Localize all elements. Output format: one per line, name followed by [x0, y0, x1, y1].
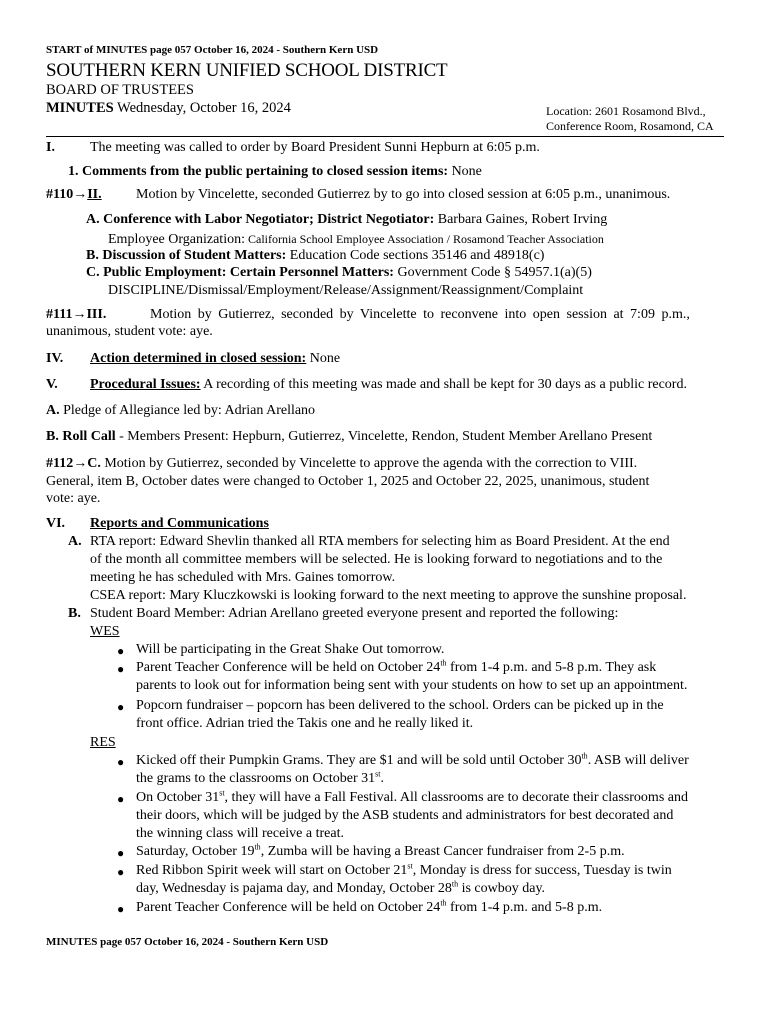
- section-3-number: #111→III.: [46, 307, 107, 322]
- location-line-1: Location: 2601 Rosamond Blvd.,: [546, 104, 706, 118]
- section-6-item-b-number: B.: [68, 606, 81, 621]
- footer-line: MINUTES page 057 October 16, 2024 - Southern Kern USD: [46, 936, 329, 948]
- res-item-2-line-1: On October 31st, they will have a Fall Festival. All classrooms are to decorate their classrooms and: [136, 788, 688, 805]
- res-item-1-line-1: Kicked off their Pumpkin Grams. They are $1 and will be sold until October 30th. ASB will deliver: [136, 751, 689, 768]
- section-3-line-1: Motion by Gutierrez, seconded by Vincelette to reconvene into open session at 7:09 p.m.,: [150, 307, 690, 322]
- top-header-line: START of MINUTES page 057 October 16, 2024 - Southern Kern USD: [46, 44, 379, 56]
- district-title: SOUTHERN KERN UNIFIED SCHOOL DISTRICT: [46, 60, 448, 81]
- rta-report-line-2: of the month all committee members will be selected. He is looking forward to negotiations and to the: [90, 552, 663, 567]
- public-comments-label: Comments from the public pertaining to closed session items:: [82, 164, 449, 179]
- minutes-label: MINUTES: [46, 100, 114, 116]
- student-board-member-line: Student Board Member: Adrian Arellano greeted everyone present and reported the following:: [90, 606, 619, 621]
- section-4-text: Action determined in closed session: None: [90, 351, 341, 366]
- section-6-item-a-number: A.: [68, 534, 82, 549]
- wes-heading: WES: [90, 624, 120, 639]
- minutes-date: Wednesday, October 16, 2024: [113, 100, 291, 116]
- section-3-line-2: unanimous, student vote: aye.: [46, 324, 213, 339]
- wes-item-3-line-1: Popcorn fundraiser – popcorn has been delivered to the school. Orders can be picked up in the: [136, 698, 664, 713]
- res-item-2-line-2: their doors, which will be judged by the ASB students and administrators for best decorated and: [136, 808, 674, 823]
- bullet-icon: ●: [117, 792, 125, 806]
- bullet-icon: ●: [117, 902, 125, 916]
- wes-item-2-line-2: parents to look out for information being sent with your students on how to set up an appointment.: [136, 678, 688, 693]
- section-5-item-c-line-2: General, item B, October dates were changed to October 1, 2025 and October 22, 2025, unanimous, student: [46, 474, 650, 489]
- section-2-item-b: B. Discussion of Student Matters: Education Code sections 35146 and 48918(c): [86, 248, 545, 263]
- bullet-icon: ●: [117, 846, 125, 860]
- bullet-icon: ●: [117, 662, 125, 676]
- wes-item-1: Will be participating in the Great Shake Out tomorrow.: [136, 642, 445, 657]
- section-5-item-b: B. Roll Call - Members Present: Hepburn, Gutierrez, Vincelette, Rendon, Student Member Arellano Present: [46, 429, 653, 444]
- res-item-3: Saturday, October 19th, Zumba will be having a Breast Cancer fundraiser from 2-5 p.m.: [136, 842, 625, 859]
- section-5-item-c-line-3: vote: aye.: [46, 491, 101, 506]
- section-1-text: The meeting was called to order by Board President Sunni Hepburn at 6:05 p.m.: [90, 140, 540, 155]
- res-item-2-line-3: the winning class will receive a treat.: [136, 826, 344, 841]
- bullet-icon: ●: [117, 700, 125, 714]
- section-6-heading: Reports and Communications: [90, 516, 269, 531]
- section-5-number: V.: [46, 377, 58, 392]
- res-item-4-line-1: Red Ribbon Spirit week will start on October 21st, Monday is dress for success, Tuesday is twin: [136, 861, 672, 878]
- section-2-item-c: C. Public Employment: Certain Personnel Matters: Government Code § 54957.1(a)(5): [86, 265, 592, 280]
- res-item-4-line-2: day, Wednesday is pajama day, and Monday, October 28th is cowboy day.: [136, 879, 546, 896]
- section-2-number: #110→II.: [46, 187, 102, 202]
- wes-item-2-line-1: Parent Teacher Conference will be held on October 24th from 1-4 p.m. and 5-8 p.m. They ask: [136, 658, 657, 675]
- section-2-text: Motion by Vincelette, seconded Gutierrez by to go into closed session at 6:05 p.m., unanimous.: [136, 187, 671, 202]
- res-heading: RES: [90, 735, 116, 750]
- header-divider: [46, 136, 724, 137]
- section-1-number: I.: [46, 140, 55, 155]
- section-2-item-c-sub: DISCIPLINE/Dismissal/Employment/Release/Assignment/Reassignment/Complaint: [108, 283, 584, 298]
- section-5-item-a: A. Pledge of Allegiance led by: Adrian Arellano: [46, 403, 316, 418]
- csea-report-line: CSEA report: Mary Kluczkowski is looking forward to the next meeting to approve the sunshine proposal.: [90, 588, 687, 603]
- section-4-number: IV.: [46, 351, 64, 366]
- section-5-item-c-line-1: #112→C. Motion by Gutierrez, seconded by Vincelette to approve the agenda with the correction to VIII.: [46, 456, 638, 471]
- bullet-icon: ●: [117, 755, 125, 769]
- section-1-item: 1. Comments from the public pertaining to closed session items: None: [68, 164, 482, 179]
- bullet-icon: ●: [117, 644, 125, 658]
- res-item-1-line-2: the grams to the classrooms on October 31st.: [136, 769, 384, 786]
- rta-report-line-3: meeting he has scheduled with Mrs. Gaines tomorrow.: [90, 570, 396, 585]
- board-title: BOARD OF TRUSTEES: [46, 82, 194, 98]
- rta-report-line-1: RTA report: Edward Shevlin thanked all RTA members for selecting him as Board President. At the end: [90, 534, 670, 549]
- section-5-text: Procedural Issues: A recording of this meeting was made and shall be kept for 30 days as a public record.: [90, 377, 687, 392]
- res-item-5: Parent Teacher Conference will be held on October 24th from 1-4 p.m. and 5-8 p.m.: [136, 898, 603, 915]
- section-2-item-a: A. Conference with Labor Negotiator; District Negotiator: Barbara Gaines, Robert Irving: [86, 212, 608, 227]
- location-line-2: Conference Room, Rosamond, CA: [546, 119, 714, 133]
- section-6-number: VI.: [46, 516, 66, 531]
- minutes-line: [46, 100, 291, 117]
- section-2-item-a-sub: Employee Organization: California School Employee Association / Rosamond Teacher Association: [108, 232, 604, 247]
- bullet-icon: ●: [117, 865, 125, 879]
- wes-item-3-line-2: front office. Adrian tried the Takis one and he really liked it.: [136, 716, 474, 731]
